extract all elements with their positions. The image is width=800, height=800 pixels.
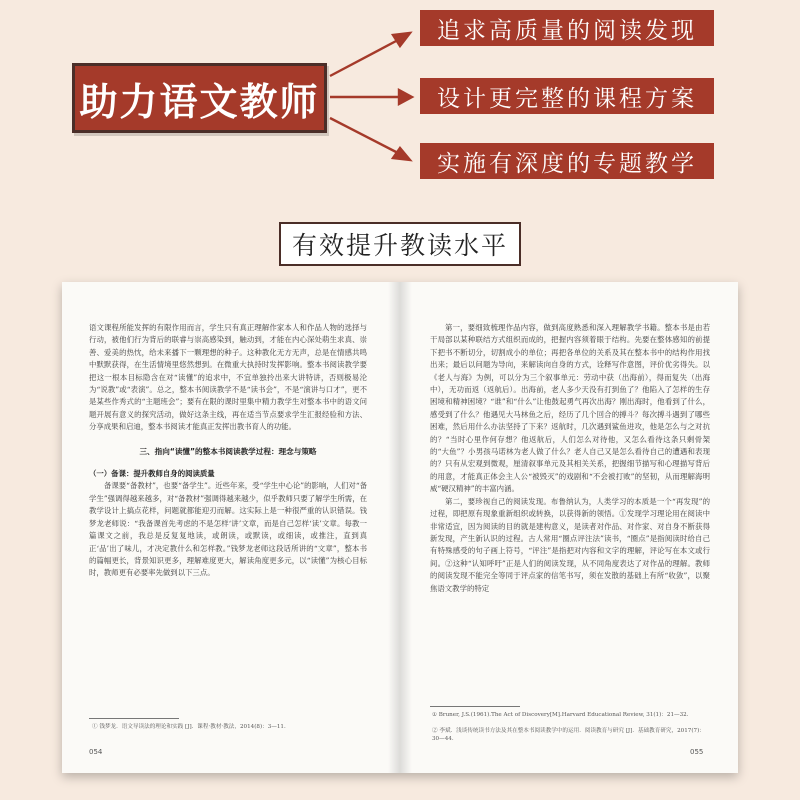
subtitle: 有效提升教读水平: [291, 231, 508, 260]
main-label-box: [72, 63, 327, 133]
right-paragraph-1: 第一，要细致梳理作品内容，做到高度熟悉和深入理解教学书籍。整本书是由若干局部以某种联结方式组织而成的，把握内容须着眼于结构。先要在整体感知的前提下把书不断切分，切割成小的单位；再把各单位的关系及其在整本书中的结构作用找出来；最后以问题为导向，来解读向自身的方式，诠释写作意图，评价优劣得失。以《老人与海》为例，可以分为三个叙事单元：劳动中获（出海前），得而复失（出海中），无功而返（返航后）。出海前，老人多少天没有打到鱼了？他陷入了怎样的生存困境和精神困境？“谁”和“什么”让他鼓起勇气再次出海？刚出海时，他看到了什么，感受到了什么？他遇见大马林鱼之后，经历了几个回合的搏斗？每次搏斗遇到了哪些困难，然后用什么办法坚持了下来？返航时，几次遇到鲨鱼进攻，他是怎么与之对抗的？“当时心里作何存想？他返航后，人们怎么对待他，又怎么看待这条只剩骨架的“大鱼”？小男孩马诺林为老人做了什么？老人自己又是怎么看待自己的遭遇和表现的？只有从宏观到微观，厘清叙事单元及其相关关系，把握细节描写和心理描写背后的用意，才能真正体会主人公“被毁灭”的戏剧和“不会被打败”的坚韧，从而理解海明威“硬汉精神”的丰富内涵。: [430, 323, 710, 494]
tag-3-text: 实施有深度的专题教学: [437, 150, 697, 177]
main-label: 助力语文教师: [79, 79, 320, 124]
section-heading: 三、指向“读懂”的整本书阅读教学过程：理念与策略: [139, 446, 317, 456]
book-gutter: [388, 282, 412, 773]
arrowhead-3: [393, 148, 410, 160]
section-subheading: （一）备课：提升教师自身的阅读质量: [89, 469, 215, 479]
left-page: [62, 282, 400, 773]
right-footnote-2: ② 李斌．浅谈传统读书方法及其在整本书阅读教学中的运用．阅读教育与研究 [J]．基础教育研究，2017(7)：30—44.: [432, 728, 705, 742]
right-paragraph-2: 第二，要珍视自己的阅读发现。布鲁纳认为，人类学习的本质是一个“再发现”的过程，即把原有现象重新组织或转换，以获得新的领悟。①发现学习理论用在阅读中非常适宜，因为阅读的目的就是建构意义，是读者对作品、对作家、对自身不断获得新发现，产生新认识的过程。古人常用“圈点评注法”读书，“圈点”是指阅读时给自己有特殊感受的句子画上符号，“评注”是指把对内容和文字的理解，评论写在本文或行间。②这种“认知呼吁”正是人们的阅读发现，从不同角度表达了对作品的理解。教师的阅读发现不能完全等同于评点家的信笔书写，须在发散的基础上有所“收敛”，以聚焦语文教学的特定: [430, 496, 710, 593]
footnote-rule-right: [430, 706, 520, 707]
arrowhead-1: [393, 33, 410, 46]
tag-3: [420, 143, 714, 179]
open-book: [62, 282, 738, 773]
subtitle-box: [279, 222, 521, 266]
arrowhead-2: [399, 90, 412, 104]
left-paragraph-1: 语文课程所能发挥的有限作用而言，学生只有真正理解作家本人和作品人物的选择与行动，被他们行为背后的联睿与崇高感染到，触动到，才能在内心深处萌生求真、崇善、爱美的热忱，给未来播下一颗理想的种子。这种教化无方无声，总是在情感共鸣中默默获得，在生活情境里悠然想到。在微重大执持时发挥影响。整本书阅读教学要把这一根本目标隐含在对“读懂”的追求中，不宜单独拎出来大讲特讲，否则极易沦为“说教”或“表演”。总之，整本书阅读教学不是“读书会”，不是“演讲与口才”，更不是某些作秀式的“主题班会”；要有在限的课时里集中精力教学生对整本书中的语文问题开展有意义的探究活动，做好这条主线，再在适当节点要求学生汇报经验和方法、分享成果和启迪，整本书阅读才能真正发挥出教书育人的功能。: [89, 323, 367, 432]
right-page-body: [430, 322, 710, 595]
tag-1: [420, 10, 714, 46]
tag-1-text: 追求高质量的阅读发现: [437, 17, 697, 44]
left-footnote: ① 钱梦龙．语文导读法的理论和实践 [J]．课程·教材·教法，2014(8)：3—11.: [92, 724, 286, 730]
footnote-rule: [89, 718, 179, 719]
right-page: [400, 282, 738, 773]
left-page-body: [89, 322, 367, 580]
left-page-number: 054: [89, 748, 103, 756]
arrow-to-tag-3: [330, 118, 398, 153]
promo-header: [0, 0, 800, 280]
tag-2-text: 设计更完整的课程方案: [437, 85, 697, 112]
left-paragraph-2: 备课要“备教材”，也要“备学生”。近些年来，受“学生中心论”的影响，人们对“备学生”强调得越来越多，对“备教材”强调得越来越少，似乎教师只要了解学生所需，在教学设计上搞点花样，问题就都能迎刃而解。这实际上是一种很严重的认识错误。钱梦龙老师说：“我备课首先考虑的不是怎样‘讲’文章，而是自己怎样‘读’文章。每教一篇课文之前，我总是反复复地读，或朗读，或默读，或细读，或推注，直到真正‘品’出了味儿，才决定教什么和怎样教。”钱梦龙老师这段话所讲的“文章”，整本书的篇幅更长，背景知识更多，理解难度更大，解读角度更多元，以“读懂”为核心目标时，教师更有必要率先做到以下三点。: [89, 481, 367, 578]
tag-2: [420, 78, 714, 114]
right-footnote-1: ① Bruner, J.S.(1961).The Act of Discovery[M].Harvard Educational Review, 31(1)：21—32.: [432, 712, 689, 718]
arrow-to-tag-1: [330, 40, 398, 76]
right-page-number: 055: [690, 748, 704, 756]
